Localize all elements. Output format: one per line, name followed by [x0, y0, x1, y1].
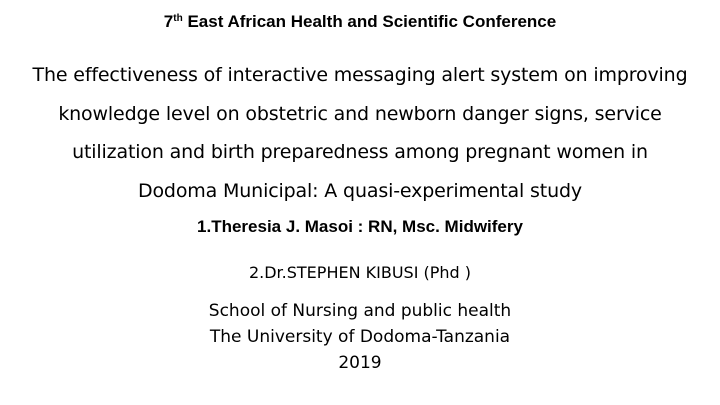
- conference-number: 7: [163, 12, 174, 31]
- conference-ordinal-suffix: th: [173, 13, 183, 24]
- study-title-line: utilization and birth preparedness among pregnant women in: [72, 141, 648, 163]
- year: 2019: [338, 353, 382, 373]
- study-title-line: Dodoma Municipal: A quasi-experimental study: [137, 179, 583, 202]
- conference-name: East African Health and Scientific Conference: [187, 12, 557, 31]
- second-author: 2.Dr.STEPHEN KIBUSI (Phd ): [248, 263, 472, 282]
- affiliation-block: [0, 298, 720, 376]
- school-name: School of Nursing and public health: [208, 301, 512, 321]
- university-name: The University of Dodoma-Tanzania: [209, 327, 511, 347]
- study-title-line: knowledge level on obstetric and newborn danger signs, service: [58, 102, 662, 125]
- study-title-line: The effectiveness of interactive messaging alert system on improving: [32, 64, 688, 86]
- conference-heading: [0, 11, 720, 33]
- study-title: [0, 56, 720, 210]
- first-author: 1.Theresia J. Masoi : RN, Msc. Midwifery: [197, 217, 523, 236]
